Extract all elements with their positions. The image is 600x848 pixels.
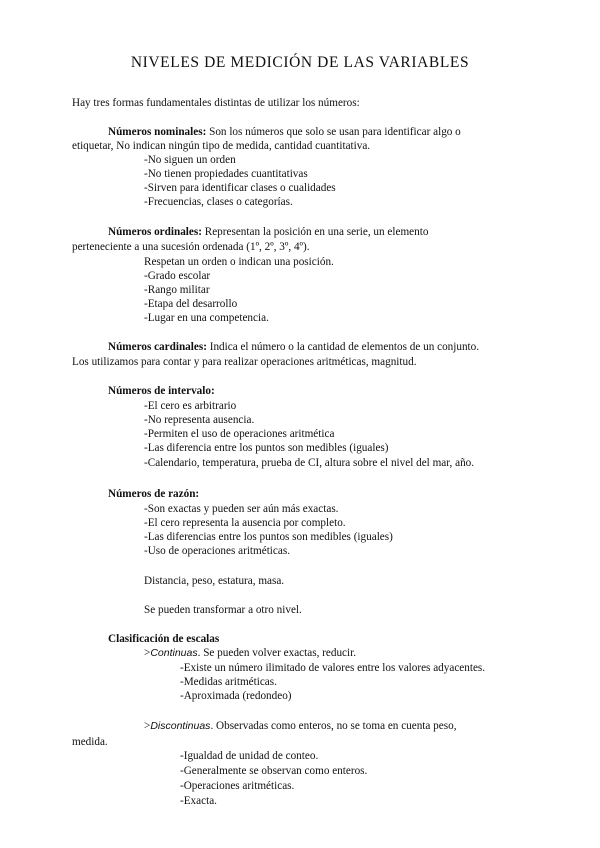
discontinuas-item: -Operaciones aritméticas. — [180, 780, 295, 792]
intervalo-item: -Permiten el uso de operaciones aritmética — [144, 428, 335, 440]
ordinales-item: -Grado escolar — [144, 270, 211, 282]
clasificacion-heading — [108, 632, 219, 646]
razon-heading-text: Números de razón: — [108, 488, 200, 500]
page-title: NIVELES DE MEDICIÓN DE LAS VARIABLES — [130, 54, 470, 71]
continuas-item: -Existe un número ilimitado de valores entre los valores adyacentes. — [180, 662, 486, 674]
razon-item: -Uso de operaciones aritméticas. — [144, 545, 291, 557]
continuas-line — [144, 646, 356, 660]
nominales-heading: Números nominales: — [108, 126, 207, 138]
cardinales-text1: Indica el número o la cantidad de elementos de un conjunto. — [206, 341, 480, 353]
ordinales-text1: Representan la posición en una serie, un elemento — [201, 226, 429, 238]
discontinuas-line — [144, 719, 457, 733]
continuas-arrow: > — [144, 647, 151, 659]
discontinuas-label: Discontinuas — [150, 720, 211, 732]
ordinales-item: -Rango militar — [144, 284, 210, 296]
discontinuas-item: -Igualdad de unidad de conteo. — [180, 750, 319, 762]
intervalo-heading — [108, 384, 215, 398]
intervalo-item: -El cero es arbitrario — [144, 400, 237, 412]
intervalo-item: -Calendario, temperatura, prueba de CI, altura sobre el nivel del mar, año. — [144, 457, 475, 469]
intro-text: Hay tres formas fundamentales distintas de utilizar los números: — [72, 97, 360, 109]
continuas-item: -Aproximada (redondeo) — [180, 690, 292, 702]
ordinales-item: -Lugar en una competencia. — [144, 312, 269, 324]
nominales-item: -No siguen un orden — [144, 154, 236, 166]
intervalo-item: -Las diferencia entre los puntos son medibles (iguales) — [144, 442, 389, 454]
cardinales-line2: Los utilizamos para contar y para realizar operaciones aritméticas, magnitud. — [72, 356, 417, 368]
discontinuas-item: -Generalmente se observan como enteros. — [180, 765, 368, 777]
ordinales-line3: Respetan un orden o indican una posición. — [144, 256, 334, 268]
nominales-item: -Frecuencias, clases o categorías. — [144, 196, 293, 208]
intervalo-heading-text: Números de intervalo: — [108, 385, 215, 397]
nominales-item: -Sirven para identificar clases o cualidades — [144, 182, 336, 194]
discontinuas-line2: medida. — [72, 736, 108, 748]
ordinales-item: -Etapa del desarrollo — [144, 298, 238, 310]
nominales-item: -No tienen propiedades cuantitativas — [144, 168, 308, 180]
razon-item: -El cero representa la ausencia por completo. — [144, 517, 346, 529]
intervalo-item: -No representa ausencia. — [144, 414, 255, 426]
razon-examples: Distancia, peso, estatura, masa. — [144, 575, 285, 587]
continuas-text: . Se pueden volver exactas, reducir. — [197, 647, 357, 659]
cardinales-line1 — [108, 340, 479, 354]
razon-item: -Las diferencias entre los puntos son medibles (iguales) — [144, 531, 393, 543]
ordinales-heading: Números ordinales: — [108, 226, 202, 238]
ordinales-line2: perteneciente a una sucesión ordenada (1º, 2º, 3º, 4º). — [72, 241, 310, 253]
discontinuas-text: . Observadas como enteros, no se toma en cuenta peso, — [210, 720, 457, 732]
continuas-item: -Medidas aritméticas. — [180, 676, 277, 688]
discontinuas-item: -Exacta. — [180, 795, 217, 807]
nominales-line1 — [108, 125, 461, 139]
clasificacion-heading-text: Clasificación de escalas — [108, 633, 220, 645]
nominales-text1: Son los números que solo se usan para identificar algo o — [206, 126, 461, 138]
ordinales-line1 — [108, 225, 428, 239]
discontinuas-arrow: > — [144, 720, 151, 732]
continuas-label: Continuas — [150, 647, 198, 659]
nominales-line2: etiquetar, No indican ningún tipo de medida, cantidad cuantitativa. — [72, 140, 371, 152]
razon-note: Se pueden transformar a otro nivel. — [144, 604, 302, 616]
cardinales-heading: Números cardinales: — [108, 341, 207, 353]
razon-heading — [108, 487, 199, 501]
razon-item: -Son exactas y pueden ser aún más exactas. — [144, 503, 339, 515]
